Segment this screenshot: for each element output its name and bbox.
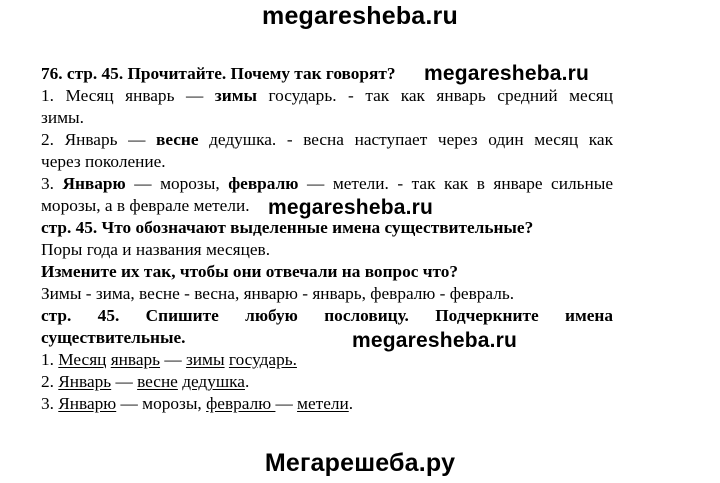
watermark-inline-2: megaresheba.ru [268,196,434,219]
answer-3: Зимы - зима, весне - весна, январю - январь, февралю - февраль. [41,284,515,303]
exercise-title: 76. стр. 45. Прочитайте. Почему так говорят? [41,64,396,83]
item-2-line-1: 2. Январь — весне дедушка. - весна наступает через один месяц как [41,130,613,149]
item-3-line-2: морозы, а в феврале метели. [41,196,250,215]
watermark-inline-1: megaresheba.ru [424,62,590,85]
item-1-line-1: 1. Месяц январь — зимы государь. - так как январь средний месяц [41,86,613,105]
item-3-line-1: 3. Январю — морозы, февралю — метели. - так как в январе сильные [41,174,614,193]
item-1-line-2: зимы. [41,108,84,127]
question-4-line-2: существительные. [41,328,186,347]
question-3: Измените их так, чтобы они отвечали на вопрос что? [41,262,459,281]
watermark-bottom: Мегарешеба.ру [264,449,456,477]
answer-2: Поры года и названия месяцев. [41,240,271,259]
question-4-line-1: стр. 45. Спишите любую пословицу. Подчеркните имена [41,306,613,325]
item-2-line-2: через поколение. [41,152,166,171]
question-2: стр. 45. Что обозначают выделенные имена существительные? [41,218,534,237]
document-body [41,63,613,415]
proverb-1: 1. Месяц январь — зимы государь. [41,350,297,369]
proverb-3: 3. Январю — морозы, февралю — метели. [41,394,354,413]
watermark-inline-3: megaresheba.ru [352,329,518,352]
watermark-top: megaresheba.ru [262,2,458,30]
proverb-2: 2. Январь — весне дедушка. [41,372,250,391]
